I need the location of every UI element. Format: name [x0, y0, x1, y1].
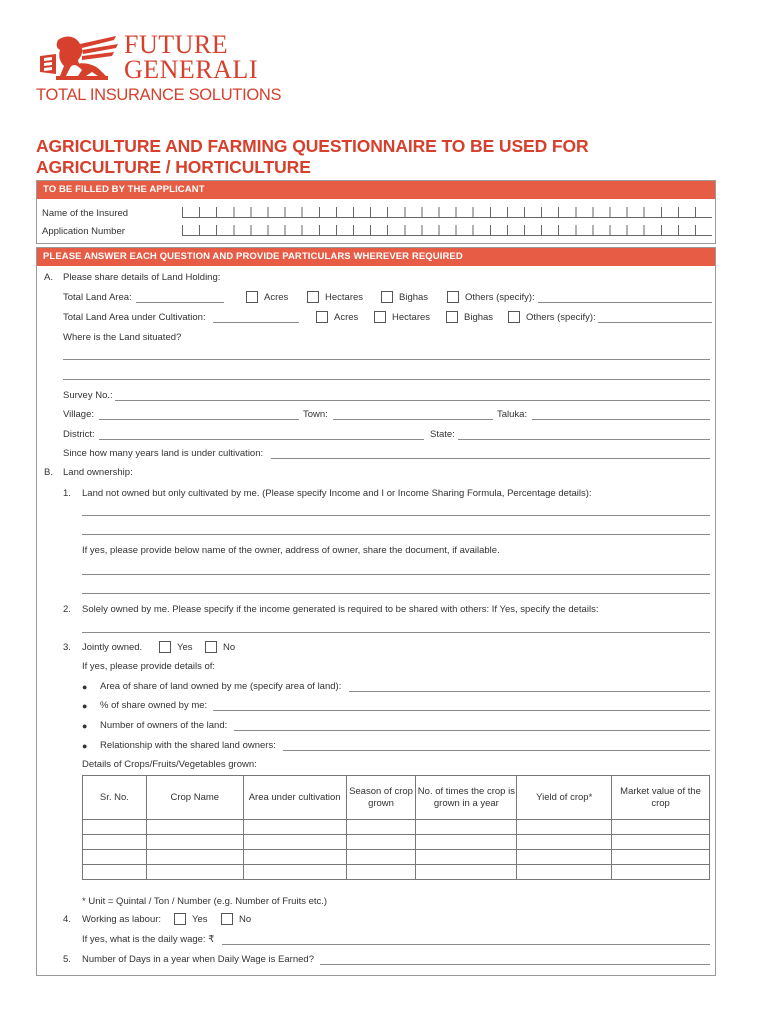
question-1-number: 1. [63, 488, 71, 499]
lion-emblem-icon [36, 34, 118, 84]
town-field[interactable] [333, 419, 493, 420]
cultivation-hectares-checkbox[interactable] [374, 311, 386, 323]
total-area-acres-checkbox[interactable] [246, 291, 258, 303]
table-cell[interactable] [612, 820, 710, 835]
land-location-label: Where is the Land situated? [63, 332, 182, 343]
col-market-value: Market value of the crop [612, 776, 710, 820]
applicant-band: TO BE FILLED BY THE APPLICANT [37, 181, 715, 199]
village-label: Village: [63, 409, 94, 420]
table-cell[interactable] [517, 865, 612, 880]
unit-note: * Unit = Quintal / Ton / Number (e.g. Number of Fruits etc.) [82, 896, 328, 907]
document-title [36, 136, 736, 178]
question-5-text: Number of Days in a year when Daily Wage is Earned? [82, 954, 314, 965]
total-area-hectares-checkbox[interactable] [307, 291, 319, 303]
cultivation-acres-checkbox[interactable] [316, 311, 328, 323]
col-season: Season of crop grown [346, 776, 416, 820]
table-cell[interactable] [243, 820, 346, 835]
question-2-number: 2. [63, 604, 71, 615]
survey-field[interactable] [115, 400, 710, 401]
question-4-number: 4. [63, 914, 71, 925]
table-cell[interactable] [517, 850, 612, 865]
cultivation-years-field[interactable] [271, 458, 710, 459]
district-field[interactable] [99, 439, 424, 440]
share-percent-field[interactable] [213, 710, 710, 711]
cultivation-others-field[interactable] [598, 322, 712, 323]
application-number-field[interactable] [182, 225, 712, 236]
table-row [83, 835, 710, 850]
total-area-acres-label: Acres [264, 292, 289, 303]
cultivation-area-label: Total Land Area under Cultivation: [63, 312, 206, 323]
labour-yes-checkbox[interactable] [174, 913, 186, 925]
col-sr-no: Sr. No. [83, 776, 147, 820]
state-label: State: [430, 429, 455, 440]
question-3-text: Jointly owned. [82, 642, 143, 653]
relationship-field[interactable] [283, 750, 710, 751]
bullet-icon: ● [82, 721, 88, 731]
logo-tagline: TOTAL INSURANCE SOLUTIONS [36, 86, 282, 104]
cultivation-others-label: Others (specify): [526, 312, 596, 323]
bullet-icon: ● [82, 741, 88, 751]
crops-details-label: Details of Crops/Fruits/Vegetables grown: [82, 759, 257, 770]
owner-count-field[interactable] [234, 730, 710, 731]
total-area-bighas-label: Bighas [399, 292, 429, 303]
total-area-others-label: Others (specify): [465, 292, 535, 303]
cultivation-acres-label: Acres [334, 312, 359, 323]
table-cell[interactable] [416, 820, 517, 835]
total-area-others-checkbox[interactable] [447, 291, 459, 303]
jointly-owned-no-checkbox[interactable] [205, 641, 217, 653]
title-line-1: AGRICULTURE AND FARMING QUESTIONNAIRE TO BE USED FOR [36, 136, 589, 156]
town-label: Town: [303, 409, 328, 420]
taluka-label: Taluka: [497, 409, 528, 420]
table-cell[interactable] [416, 850, 517, 865]
share-area-label: Area of share of land owned by me (specify area of land): [100, 681, 342, 692]
table-row [83, 820, 710, 835]
crop-details-table [82, 775, 710, 880]
jointly-owned-yes-checkbox[interactable] [159, 641, 171, 653]
section-a-letter: A. [44, 272, 53, 283]
table-cell[interactable] [346, 820, 416, 835]
owner-details-line-1[interactable] [82, 574, 710, 575]
total-area-others-field[interactable] [538, 302, 712, 303]
table-cell[interactable] [346, 865, 416, 880]
table-cell[interactable] [83, 865, 147, 880]
cultivation-years-label: Since how many years land is under cultivation: [63, 448, 264, 459]
table-cell[interactable] [517, 835, 612, 850]
application-number-label: Application Number [42, 226, 125, 237]
company-logo [36, 30, 282, 108]
table-cell[interactable] [83, 820, 147, 835]
table-cell[interactable] [83, 835, 147, 850]
insured-name-field[interactable] [182, 207, 712, 218]
relationship-label: Relationship with the shared land owners: [100, 740, 276, 751]
question-2-text: Solely owned by me. Please specify if the income generated is required to be shared with others: If Yes, specify the details: [82, 604, 599, 615]
owner-details-line-2[interactable] [82, 593, 710, 594]
jointly-owned-yes-label: Yes [177, 642, 193, 653]
table-cell[interactable] [346, 850, 416, 865]
cultivation-area-field[interactable] [213, 322, 299, 323]
question-2-line[interactable] [82, 632, 710, 633]
cultivation-hectares-label: Hectares [392, 312, 431, 323]
table-cell[interactable] [146, 850, 243, 865]
bullet-icon: ● [82, 701, 88, 711]
cultivation-bighas-checkbox[interactable] [446, 311, 458, 323]
question-1-if-yes: If yes, please provide below name of the owner, address of owner, share the document, if available. [82, 545, 500, 556]
question-3-if-yes: If yes, please provide details of: [82, 661, 216, 672]
logo-name-future: FUTURE [124, 30, 229, 59]
col-times-grown: No. of times the crop is grown in a year [416, 776, 517, 820]
labour-yes-label: Yes [192, 914, 208, 925]
table-cell[interactable] [612, 850, 710, 865]
table-cell[interactable] [416, 865, 517, 880]
table-cell[interactable] [517, 820, 612, 835]
table-cell[interactable] [416, 835, 517, 850]
table-cell[interactable] [346, 835, 416, 850]
share-percent-label: % of share owned by me: [100, 700, 208, 711]
col-crop-name: Crop Name [146, 776, 243, 820]
state-field[interactable] [458, 439, 710, 440]
table-row [83, 850, 710, 865]
daily-wage-field[interactable] [222, 944, 710, 945]
insured-name-label: Name of the Insured [42, 208, 129, 219]
labour-no-checkbox[interactable] [221, 913, 233, 925]
bullet-icon: ● [82, 682, 88, 692]
wage-days-field[interactable] [320, 964, 710, 965]
owner-count-label: Number of owners of the land: [100, 720, 228, 731]
table-cell[interactable] [243, 835, 346, 850]
district-label: District: [63, 429, 95, 440]
daily-wage-label: If yes, what is the daily wage: ₹ [82, 934, 215, 945]
land-location-line-1[interactable] [63, 359, 710, 360]
section-b-heading: Land ownership: [63, 467, 133, 478]
question-1-line-2[interactable] [82, 534, 710, 535]
table-cell[interactable] [146, 835, 243, 850]
table-row [83, 865, 710, 880]
total-area-bighas-checkbox[interactable] [381, 291, 393, 303]
title-line-2: AGRICULTURE / HORTICULTURE [36, 157, 311, 177]
table-cell[interactable] [146, 865, 243, 880]
table-cell[interactable] [612, 865, 710, 880]
col-area-under-cultivation: Area under cultivation [243, 776, 346, 820]
table-cell[interactable] [146, 820, 243, 835]
question-1-text: Land not owned but only cultivated by me. (Please specify Income and I or Income Sharing Formula, Percentage details): [82, 488, 592, 499]
table-cell[interactable] [612, 835, 710, 850]
share-area-field[interactable] [349, 691, 710, 692]
section-b-letter: B. [44, 467, 53, 478]
question-3-number: 3. [63, 642, 71, 653]
land-location-line-2[interactable] [63, 379, 710, 380]
section-a-heading: Please share details of Land Holding: [63, 272, 221, 283]
logo-name-generali: GENERALI [124, 55, 258, 84]
question-5-number: 5. [63, 954, 71, 965]
questions-band: PLEASE ANSWER EACH QUESTION AND PROVIDE PARTICULARS WHEREVER REQUIRED [37, 248, 715, 266]
question-1-line-1[interactable] [82, 515, 710, 516]
table-cell[interactable] [243, 850, 346, 865]
cultivation-others-checkbox[interactable] [508, 311, 520, 323]
cultivation-bighas-label: Bighas [464, 312, 494, 323]
labour-no-label: No [239, 914, 252, 925]
total-area-hectares-label: Hectares [325, 292, 364, 303]
village-field[interactable] [99, 419, 299, 420]
table-cell[interactable] [83, 850, 147, 865]
survey-label: Survey No.: [63, 390, 113, 401]
taluka-field[interactable] [532, 419, 710, 420]
total-area-label: Total Land Area: [63, 292, 132, 303]
col-yield: Yield of crop* [517, 776, 612, 820]
jointly-owned-no-label: No [223, 642, 236, 653]
table-header-row [83, 776, 710, 820]
table-cell[interactable] [243, 865, 346, 880]
total-area-field[interactable] [136, 302, 224, 303]
question-4-text: Working as labour: [82, 914, 162, 925]
